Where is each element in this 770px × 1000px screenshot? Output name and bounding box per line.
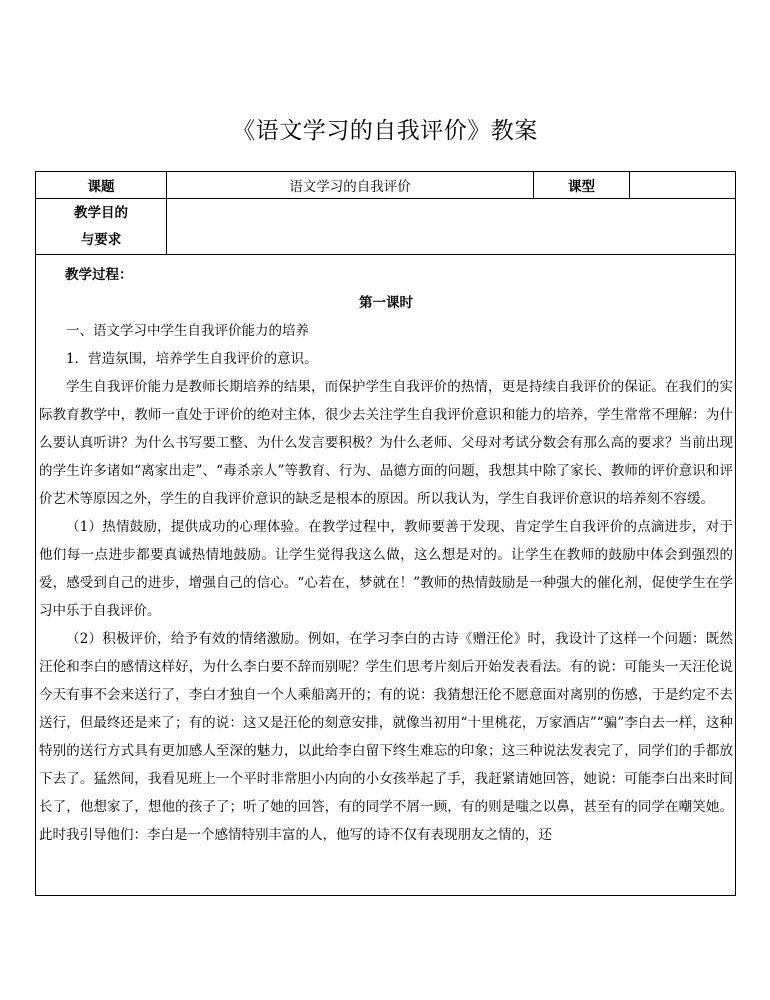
topic-row — [36, 172, 736, 199]
goal-value — [167, 199, 736, 255]
topic-label: 课题 — [36, 172, 167, 199]
goal-label — [36, 199, 167, 255]
type-value — [630, 172, 736, 199]
process-row — [36, 255, 736, 896]
goal-label-line1: 教学目的 — [74, 204, 128, 221]
topic-value: 语文学习的自我评价 — [167, 172, 534, 199]
lesson-plan-table — [35, 171, 736, 896]
paragraph-2: （1）热情鼓励，提供成功的心理体验。在教学过程中，教师要善于发现、肯定学生自我评价的点滴进步，对于他们每一点进步都要真诚热情地鼓励。让学生觉得我这么做，这么想是对的。让学生在教师的鼓励中体会到强烈的爱，感受到自己的进步，增强自己的信心。“心若在，梦就在！”教师的热情鼓励是一种强大的催化剂，促使学生在学习中乐于自我评价。 — [39, 519, 733, 619]
process-label: 教学过程： — [65, 267, 133, 283]
section-heading: 一、语文学习中学生自我评价能力的培养 — [66, 323, 309, 339]
goal-row — [36, 199, 736, 255]
process-content — [36, 255, 735, 895]
sub-heading: 1．营造氛围，培养学生自我评价的意识。 — [66, 351, 318, 367]
process-cell — [36, 255, 736, 896]
paragraph-3: （2）积极评价，给予有效的情绪激励。例如，在学习李白的古诗《赠汪伦》时，我设计了这样一个问题：既然汪伦和李白的感情这样好，为什么李白要不辞而别呢？学生们思考片刻后开始发表看法。有的说：可能头一天汪伦说今天有事不会来送行了，李白才独自一个人乘船离开的；有的说：我猜想汪伦不愿意面对离别的伤感，于是约定不去送行，但最终还是来了；有的说：这又是汪伦的刻意安排，就像当初用“十里桃花，万家酒店”“骗”李白去一样，这种特别的送行方式具有更加感人至深的魅力，以此给李白留下终生难忘的印象；这三种说法发表完了，同学们的手都放下去了。猛然间，我看见班上一个平时非常胆小内向的小女孩举起了手，我赶紧请她回答，她说：可能李白出来时间长了，他想家了，想他的孩子了；听了她的回答，有的同学不屑一顾，有的则是嗤之以鼻，甚至有的同学在嘲笑她。此时我引导他们：李白是一个感情特别丰富的人，他写的诗不仅有表现朋友之情的，还 — [39, 631, 733, 843]
lesson-title: 第一课时 — [359, 295, 413, 311]
document-title: 《语文学习的自我评价》教案 — [232, 118, 538, 144]
type-label: 课型 — [534, 172, 630, 199]
paragraph-1: 学生自我评价能力是教师长期培养的结果，而保护学生自我评价的热情，更是持续自我评价的保证。在我们的实际教育教学中，教师一直处于评价的绝对主体，很少去关注学生自我评价意识和能力的培养，学生常常不理解：为什么要认真听讲？为什么书写要工整、为什么发言要积极？为什么老师、父母对考试分数会有那么高的要求？当前出现的学生许多诸如“离家出走”、“毒杀亲人”等教育、行为、品德方面的问题，我想其中除了家长、教师的评价意识和评价艺术等原因之外，学生的自我评价意识的缺乏是根本的原因。所以我认为，学生自我评价意识的培养刻不容缓。 — [39, 379, 733, 507]
goal-label-line2: 与要求 — [80, 231, 122, 248]
